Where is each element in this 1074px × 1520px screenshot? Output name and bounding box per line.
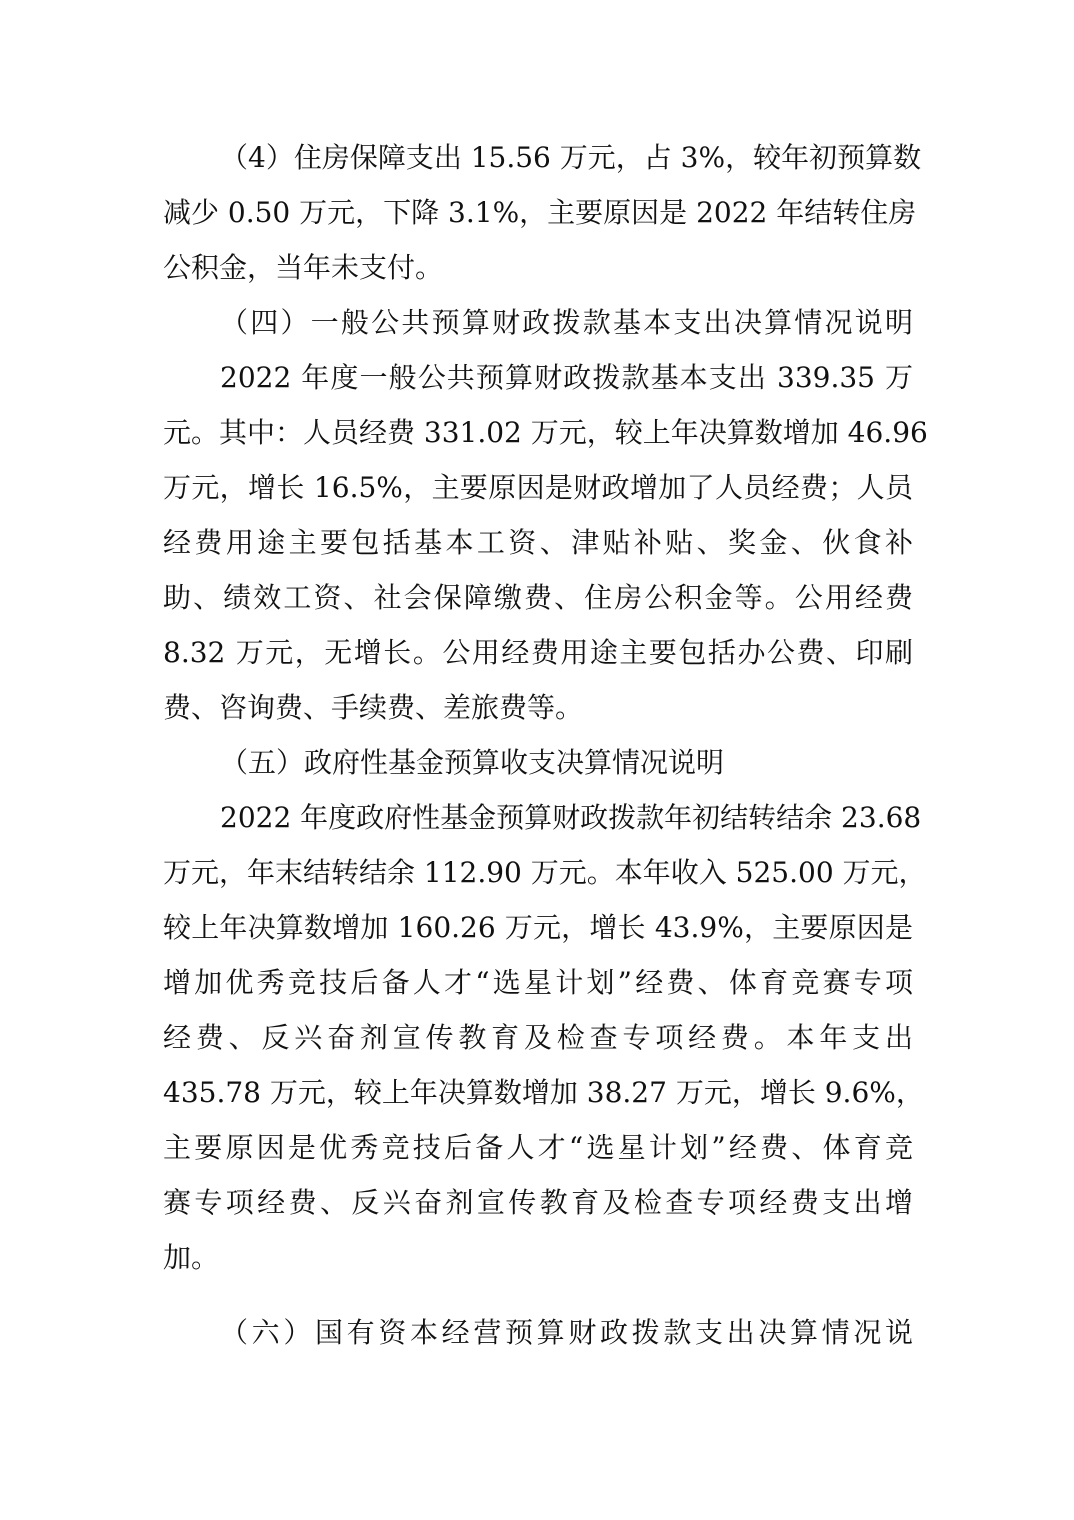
- paragraph-housing-line-1: （4）住房保障支出 15.56 万元，占 3%，较年初预算数: [220, 141, 922, 174]
- paragraph-basic-line-3: 万元，增长 16.5%，主要原因是财政增加了人员经费；人员: [163, 471, 913, 504]
- paragraph-basic-line-2: 元。其中：人员经费 331.02 万元，较上年决算数增加 46.96: [163, 416, 928, 449]
- paragraph-fund-line-3: 较上年决算数增加 160.26 万元，增长 43.9%，主要原因是: [163, 911, 913, 944]
- paragraph-fund-line-2: 万元，年末结转结余 112.90 万元。本年收入 525.00 万元，: [163, 856, 927, 889]
- section-heading-6: （六）国有资本经营预算财政拨款支出决算情况说: [220, 1316, 913, 1349]
- paragraph-basic-line-4: 经费用途主要包括基本工资、津贴补贴、奖金、伙食补: [163, 526, 913, 559]
- paragraph-fund-line-4: 增加优秀竞技后备人才“选星计划”经费、体育竞赛专项: [163, 966, 913, 999]
- paragraph-housing-line-2: 减少 0.50 万元，下降 3.1%，主要原因是 2022 年结转住房: [163, 196, 917, 229]
- paragraph-fund-line-8: 赛专项经费、反兴奋剂宣传教育及检查专项经费支出增: [163, 1186, 913, 1219]
- paragraph-fund-line-7: 主要原因是优秀竞技后备人才“选星计划”经费、体育竞: [163, 1131, 913, 1164]
- paragraph-basic-line-6: 8.32 万元，无增长。公用经费用途主要包括办公费、印刷: [163, 636, 913, 669]
- paragraph-fund-line-6: 435.78 万元，较上年决算数增加 38.27 万元，增长 9.6%，: [163, 1076, 924, 1109]
- paragraph-fund-line-1: 2022 年度政府性基金预算财政拨款年初结转结余 23.68: [220, 801, 922, 834]
- section-heading-5: （五）政府性基金预算收支决算情况说明: [220, 746, 725, 779]
- paragraph-fund-line-9: 加。: [163, 1241, 220, 1274]
- paragraph-housing-line-3: 公积金，当年未支付。: [163, 251, 444, 284]
- paragraph-basic-line-7: 费、咨询费、手续费、差旅费等。: [163, 691, 584, 724]
- paragraph-basic-line-5: 助、绩效工资、社会保障缴费、住房公积金等。公用经费: [163, 581, 913, 614]
- section-heading-4: （四）一般公共预算财政拨款基本支出决算情况说明: [220, 306, 913, 339]
- paragraph-basic-line-1: 2022 年度一般公共预算财政拨款基本支出 339.35 万: [220, 361, 913, 394]
- paragraph-fund-line-5: 经费、反兴奋剂宣传教育及检查专项经费。本年支出: [163, 1021, 913, 1054]
